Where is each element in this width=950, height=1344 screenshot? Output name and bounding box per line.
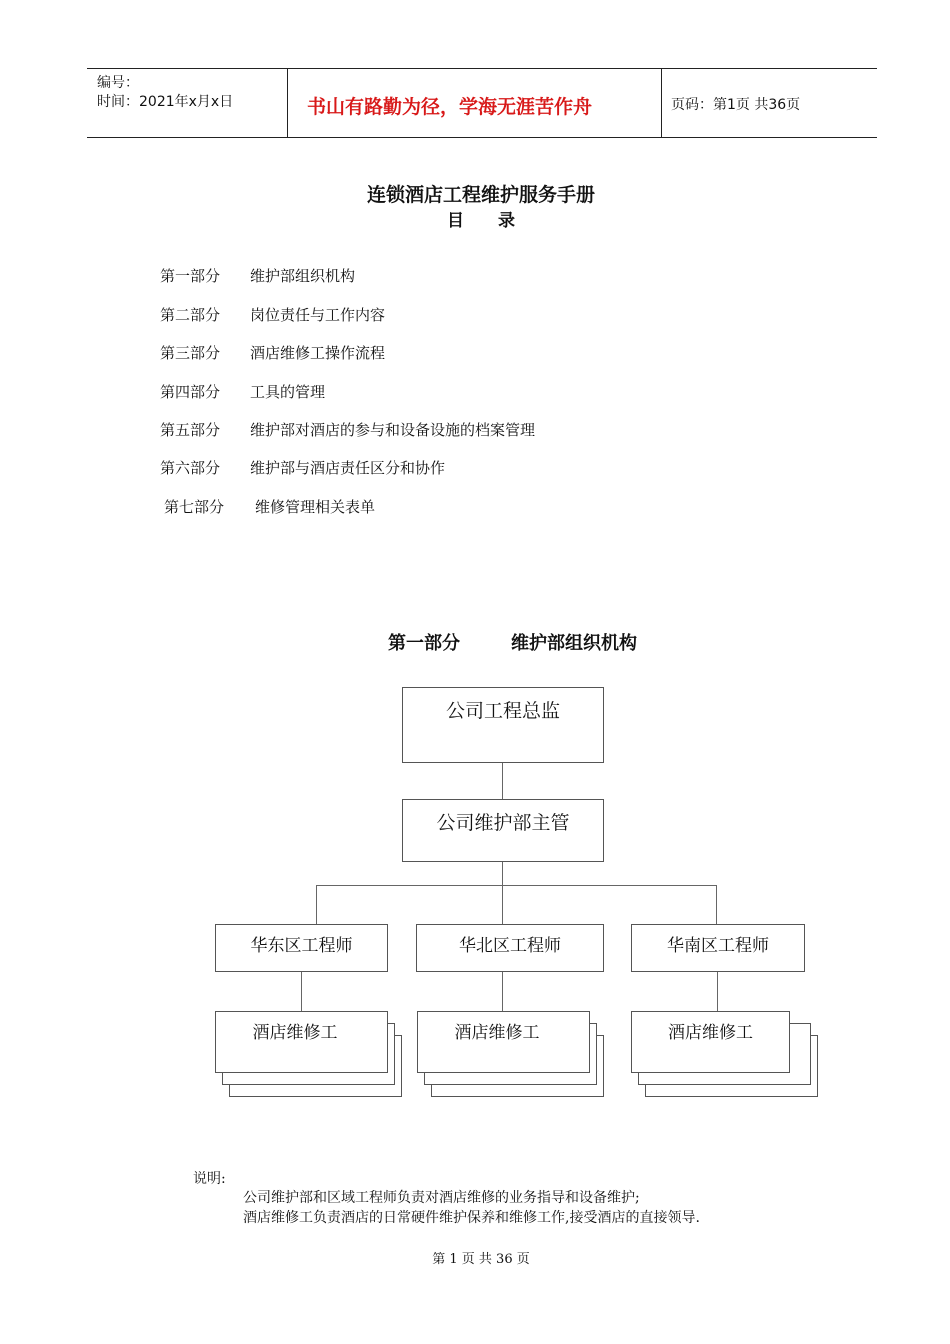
note-line: 公司维护部和区域工程师负责对酒店维修的业务指导和设备维护;	[243, 1190, 640, 1206]
time-label: 时间：2021年x月x日	[97, 94, 234, 110]
toc-part: 第四部分	[160, 383, 221, 401]
toc-name: 工具的管理	[250, 383, 326, 401]
document-title: 连锁酒店工程维护服务手册	[366, 184, 595, 206]
connector-line	[717, 971, 718, 1011]
region-label-east: 华东区工程师	[250, 936, 353, 956]
connector-line	[502, 861, 503, 924]
section-name: 维护部组织机构	[511, 633, 637, 654]
toc-heading: 目 录	[447, 211, 515, 231]
connector-line	[316, 885, 717, 886]
worker-label-north: 酒店维修工	[454, 1023, 540, 1043]
toc-name: 维护部与酒店责任区分和协作	[250, 459, 446, 477]
toc-part: 第三部分	[160, 344, 221, 362]
note-line: 酒店维修工负责酒店的日常硬件维护保养和维修工作,接受酒店的直接领导.	[243, 1210, 700, 1226]
connector-line	[502, 762, 503, 799]
toc-name: 岗位责任与工作内容	[250, 306, 386, 324]
toc-part: 第七部分	[164, 498, 225, 516]
toc-name: 维修管理相关表单	[255, 498, 376, 516]
header-table	[87, 68, 877, 138]
page-footer: 第 1 页 共 36 页	[432, 1252, 530, 1267]
page-label: 页码：第1页 共36页	[671, 97, 801, 113]
region-label-south: 华南区工程师	[667, 936, 769, 956]
header-divider	[661, 69, 662, 137]
code-label: 编号：	[97, 75, 139, 91]
toc-part: 第五部分	[160, 421, 221, 439]
toc-part: 第一部分	[160, 267, 221, 285]
connector-line	[316, 885, 317, 924]
toc-name: 酒店维修工操作流程	[250, 344, 386, 362]
director-label: 公司工程总监	[445, 700, 560, 722]
region-label-north: 华北区工程师	[459, 936, 561, 956]
toc-name: 维护部对酒店的参与和设备设施的档案管理	[250, 421, 536, 439]
connector-line	[502, 971, 503, 1011]
note-label: 说明:	[193, 1171, 226, 1187]
connector-line	[301, 971, 302, 1011]
toc-part: 第二部分	[160, 306, 221, 324]
toc-name: 维护部组织机构	[250, 267, 356, 285]
worker-label-east: 酒店维修工	[252, 1023, 338, 1043]
connector-line	[716, 885, 717, 924]
header-divider	[287, 69, 288, 137]
section-part: 第一部分	[388, 633, 460, 654]
motto: 书山有路勤为径，学海无涯苦作舟	[307, 96, 593, 118]
worker-label-south: 酒店维修工	[668, 1023, 753, 1043]
toc-part: 第六部分	[160, 459, 221, 477]
manager-label: 公司维护部主管	[436, 812, 570, 834]
